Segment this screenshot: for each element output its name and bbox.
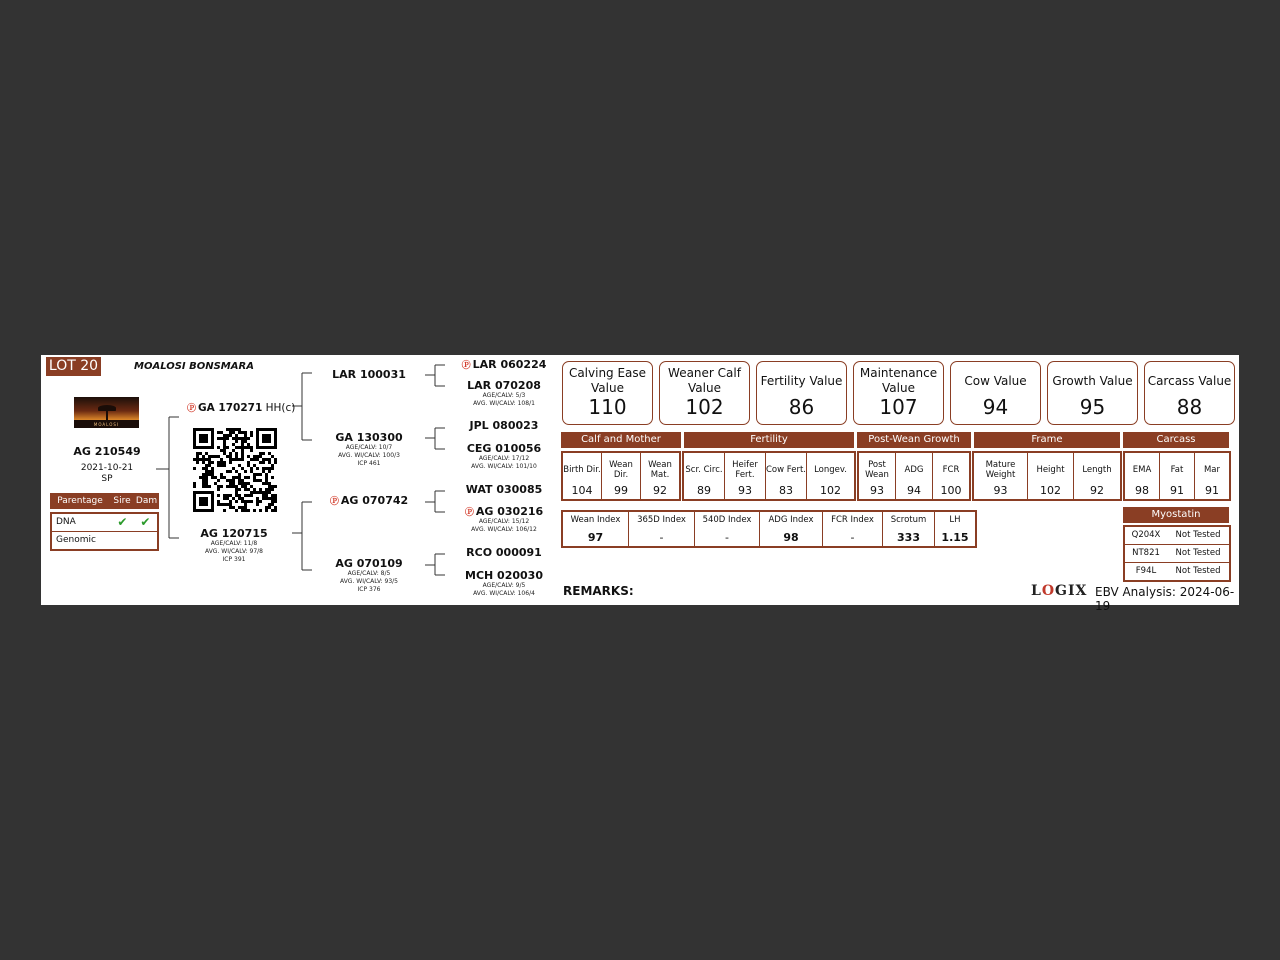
value-box-maintenance: Maintenance Value 107 xyxy=(853,361,944,425)
breeder-logo: MOALOSI xyxy=(74,397,139,428)
dam-dam: AG 070109 AGE/CALV: 8/5 AVG. WI/CALV: 93/5 ICP 376 xyxy=(335,557,403,593)
lot-card xyxy=(41,355,1239,613)
sire-dam: GA 130300 AGE/CALV: 10/7 AVG. WI/CALV: 100/3 ICP 461 xyxy=(335,431,403,467)
group-header-fertility: Fertility xyxy=(684,432,854,448)
genomic-mark-icon: Ⓟ xyxy=(464,508,474,518)
genomic-mark-icon: Ⓟ xyxy=(461,361,471,371)
animal-dob: 2021-10-21 xyxy=(80,463,134,473)
dam-sire-dam: Ⓟ AG 030216 AGE/CALV: 15/12 AVG. WI/CALV: 106/12 xyxy=(464,505,544,533)
genomic-mark-icon: Ⓟ xyxy=(187,404,197,414)
group-cells-fertility: Scr. Circ. 89 Heifer Fert. 93 Cow Fert. 83 Longev. 102 xyxy=(682,451,856,501)
lot-badge: LOT 20 xyxy=(46,357,101,376)
index-table: Wean Index 97 365D Index - 540D Index - ADG Index 98 FCR Index - Scrotum 333 LH 1.15 xyxy=(561,510,977,548)
genomic-mark-icon: Ⓟ xyxy=(329,497,339,507)
dam-dam-dam: MCH 020030 AGE/CALV: 9/5 AVG. WI/CALV: 106/4 xyxy=(465,569,543,597)
parentage-row-genomic: Genomic xyxy=(56,535,96,545)
parentage-row-dna: DNA ✔ ✔ xyxy=(52,514,157,532)
sire-sire-dam: LAR 070208 AGE/CALV: 5/3 AVG. WI/CALV: 108/1 xyxy=(467,379,541,407)
animal-id: AG 210549 xyxy=(73,445,141,458)
sire-dam-sire: JPL 080023 xyxy=(469,419,539,432)
value-box-carcass: Carcass Value 88 xyxy=(1144,361,1235,425)
group-cells-calf-mother: Birth Dir. 104 Wean Dir. 99 Wean Mat. 92 xyxy=(561,451,681,501)
value-box-cow: Cow Value 94 xyxy=(950,361,1041,425)
animal-code: SP xyxy=(101,474,113,484)
dam-check-icon: ✔ xyxy=(140,515,151,529)
value-box-fertility: Fertility Value 86 xyxy=(756,361,847,425)
myostatin-header: Myostatin xyxy=(1123,507,1229,523)
sire-sire-sire: Ⓟ LAR 060224 xyxy=(461,358,547,371)
sire: Ⓟ GA 170271 HH(c) xyxy=(187,402,296,414)
myostatin-row: F94L Not Tested xyxy=(1135,566,1221,576)
sire-check-icon: ✔ xyxy=(117,515,128,529)
myostatin-row: Q204X Not Tested xyxy=(1125,527,1229,545)
dam-dam-sire: RCO 000091 xyxy=(466,546,542,559)
group-cells-post-wean: Post Wean 93 ADG 94 FCR 100 xyxy=(857,451,971,501)
dam-sire: Ⓟ AG 070742 xyxy=(329,494,409,507)
group-cells-frame: Mature Weight 93 Height 102 Length 92 xyxy=(972,451,1122,501)
group-header-post-wean: Post-Wean Growth xyxy=(857,432,971,448)
parentage-header: Parentage Sire Dam xyxy=(50,493,159,509)
value-box-calving-ease: Calving Ease Value 110 xyxy=(562,361,653,425)
dam-sire-sire: WAT 030085 xyxy=(465,483,543,496)
analysis-date: EBV Analysis: 2024-06-19 xyxy=(1095,585,1235,613)
group-header-frame: Frame xyxy=(974,432,1120,448)
value-box-weaner-calf: Weaner Calf Value 102 xyxy=(659,361,750,425)
remarks-label: REMARKS: xyxy=(563,584,634,598)
myostatin-row: NT821 Not Tested xyxy=(1125,545,1229,563)
sire-sire: LAR 100031 xyxy=(332,368,406,381)
group-header-calf-mother: Calf and Mother xyxy=(561,432,681,448)
sire-dam-dam: CEG 010056 AGE/CALV: 17/12 AVG. WI/CALV: 101/10 xyxy=(466,442,542,470)
myostatin-table xyxy=(1123,525,1231,582)
group-header-carcass: Carcass xyxy=(1123,432,1229,448)
group-cells-carcass: EMA 98 Fat 91 Mar 91 xyxy=(1123,451,1231,501)
breeder-name: MOALOSI BONSMARA xyxy=(134,361,254,372)
dam: AG 120715 AGE/CALV: 11/8 AVG. WI/CALV: 97/8 ICP 391 xyxy=(200,527,268,563)
value-box-growth: Growth Value 95 xyxy=(1047,361,1138,425)
logix-logo: LOGIX xyxy=(1031,583,1088,599)
